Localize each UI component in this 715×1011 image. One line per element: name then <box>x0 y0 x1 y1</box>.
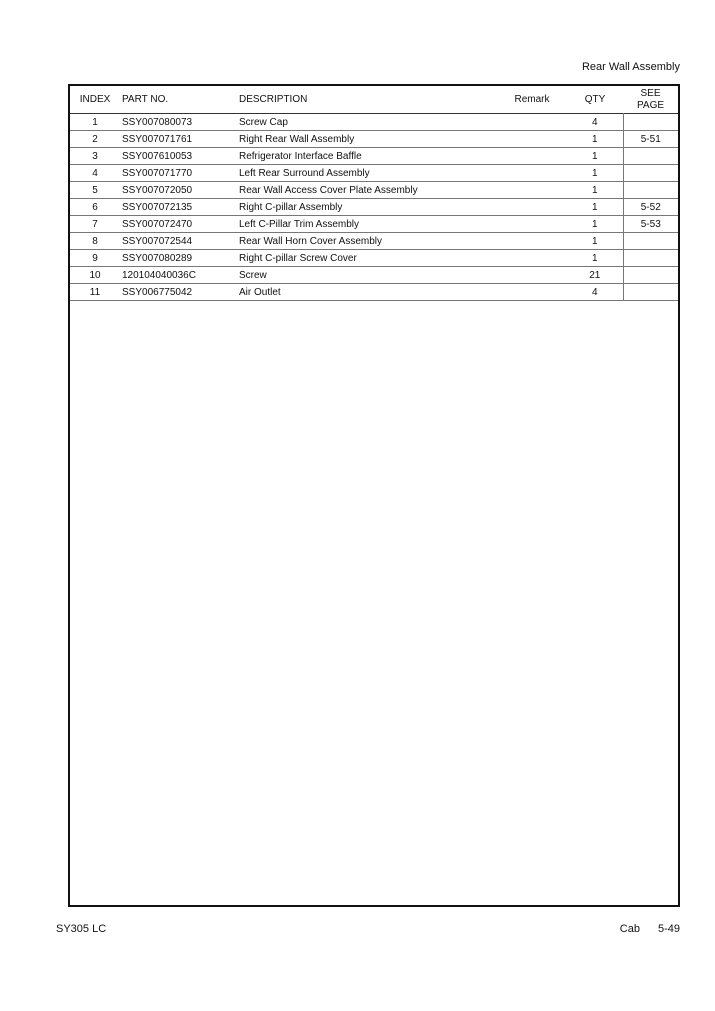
cell-description: Rear Wall Access Cover Plate Assembly <box>239 184 418 196</box>
cell-part-no: SSY007072050 <box>122 184 193 196</box>
table-header-row <box>70 86 678 114</box>
cell-index: 3 <box>92 150 98 162</box>
cell-part-no: SSY007610053 <box>122 150 193 162</box>
col-header-see-page <box>623 86 678 114</box>
col-header-qty: QTY <box>584 94 606 105</box>
col-header-description: DESCRIPTION <box>239 94 308 105</box>
cell-see-page <box>623 182 678 199</box>
cell-qty: 1 <box>591 184 598 196</box>
cell-remark <box>497 250 567 267</box>
table-row <box>70 199 678 216</box>
cell-part-no: SSY007071761 <box>122 133 193 145</box>
table-row <box>70 216 678 233</box>
cell-description: Left Rear Surround Assembly <box>239 167 370 179</box>
cell-description: Right C-pillar Assembly <box>239 201 343 213</box>
footer-model: SY305 LC <box>56 923 107 935</box>
col-header-see-page-line1: SEE <box>640 87 661 99</box>
cell-description: Refrigerator Interface Baffle <box>239 150 362 162</box>
cell-index: 5 <box>92 184 98 196</box>
table-row <box>70 250 678 267</box>
table-row <box>70 165 678 182</box>
cell-part-no: SSY007071770 <box>122 167 193 179</box>
cell-see-page <box>623 148 678 165</box>
cell-part-no: SSY007072470 <box>122 218 193 230</box>
table-row <box>70 182 678 199</box>
cell-part-no: SSY007080289 <box>122 252 193 264</box>
cell-remark <box>497 199 567 216</box>
cell-see-page: 5-51 <box>623 131 678 148</box>
table-body <box>70 114 678 301</box>
cell-see-page: 5-53 <box>623 216 678 233</box>
cell-qty: 1 <box>591 218 598 230</box>
cell-see-page <box>623 267 678 284</box>
cell-remark <box>497 131 567 148</box>
cell-index: 8 <box>92 235 98 247</box>
cell-see-page: 5-52 <box>623 199 678 216</box>
cell-index: 1 <box>92 116 98 128</box>
cell-description: Left C-Pillar Trim Assembly <box>239 218 360 230</box>
table-row <box>70 114 678 131</box>
cell-part-no: SSY007072135 <box>122 201 193 213</box>
cell-part-no: SSY007080073 <box>122 116 193 128</box>
cell-index: 10 <box>89 269 101 281</box>
cell-qty: 1 <box>591 201 598 213</box>
cell-qty: 1 <box>591 133 598 145</box>
cell-see-page <box>623 284 678 301</box>
col-header-see-page-line2: PAGE <box>636 99 665 111</box>
cell-remark <box>497 165 567 182</box>
cell-remark <box>497 216 567 233</box>
cell-index: 7 <box>92 218 98 230</box>
table-row <box>70 284 678 301</box>
cell-see-page <box>623 233 678 250</box>
cell-remark <box>497 233 567 250</box>
cell-qty: 4 <box>591 286 598 298</box>
cell-part-no: 120104040036C <box>122 269 196 281</box>
cell-qty: 1 <box>591 252 598 264</box>
cell-qty: 21 <box>589 269 601 281</box>
cell-qty: 4 <box>591 116 598 128</box>
col-header-index: INDEX <box>79 94 111 105</box>
cell-index: 4 <box>92 167 98 179</box>
cell-index: 9 <box>92 252 98 264</box>
cell-qty: 1 <box>591 235 598 247</box>
page-header-title: Rear Wall Assembly <box>581 61 680 73</box>
table-row <box>70 267 678 284</box>
parts-table-frame <box>68 84 680 907</box>
cell-qty: 1 <box>591 150 598 162</box>
cell-remark <box>497 284 567 301</box>
table-row <box>70 148 678 165</box>
cell-description: Right Rear Wall Assembly <box>239 133 355 145</box>
cell-description: Right C-pillar Screw Cover <box>239 252 357 264</box>
cell-see-page <box>623 165 678 182</box>
col-header-remark: Remark <box>514 94 550 105</box>
footer-section: Cab <box>619 923 640 935</box>
footer-page-number: 5-49 <box>657 923 680 935</box>
cell-remark <box>497 114 567 131</box>
col-header-part-no: PART NO. <box>122 94 169 105</box>
cell-see-page <box>623 114 678 131</box>
cell-part-no: SSY007072544 <box>122 235 193 247</box>
cell-index: 11 <box>89 286 101 298</box>
cell-index: 6 <box>92 201 98 213</box>
cell-description: Screw Cap <box>239 116 288 128</box>
cell-remark <box>497 148 567 165</box>
cell-qty: 1 <box>591 167 598 179</box>
cell-see-page <box>623 250 678 267</box>
cell-description: Rear Wall Horn Cover Assembly <box>239 235 383 247</box>
table-row <box>70 131 678 148</box>
cell-part-no: SSY006775042 <box>122 286 193 298</box>
cell-remark <box>497 267 567 284</box>
cell-remark <box>497 182 567 199</box>
table-row <box>70 233 678 250</box>
footer-page-ref <box>620 923 680 935</box>
cell-description: Screw <box>239 269 267 281</box>
parts-table <box>70 86 678 301</box>
cell-description: Air Outlet <box>239 286 281 298</box>
cell-index: 2 <box>92 133 98 145</box>
